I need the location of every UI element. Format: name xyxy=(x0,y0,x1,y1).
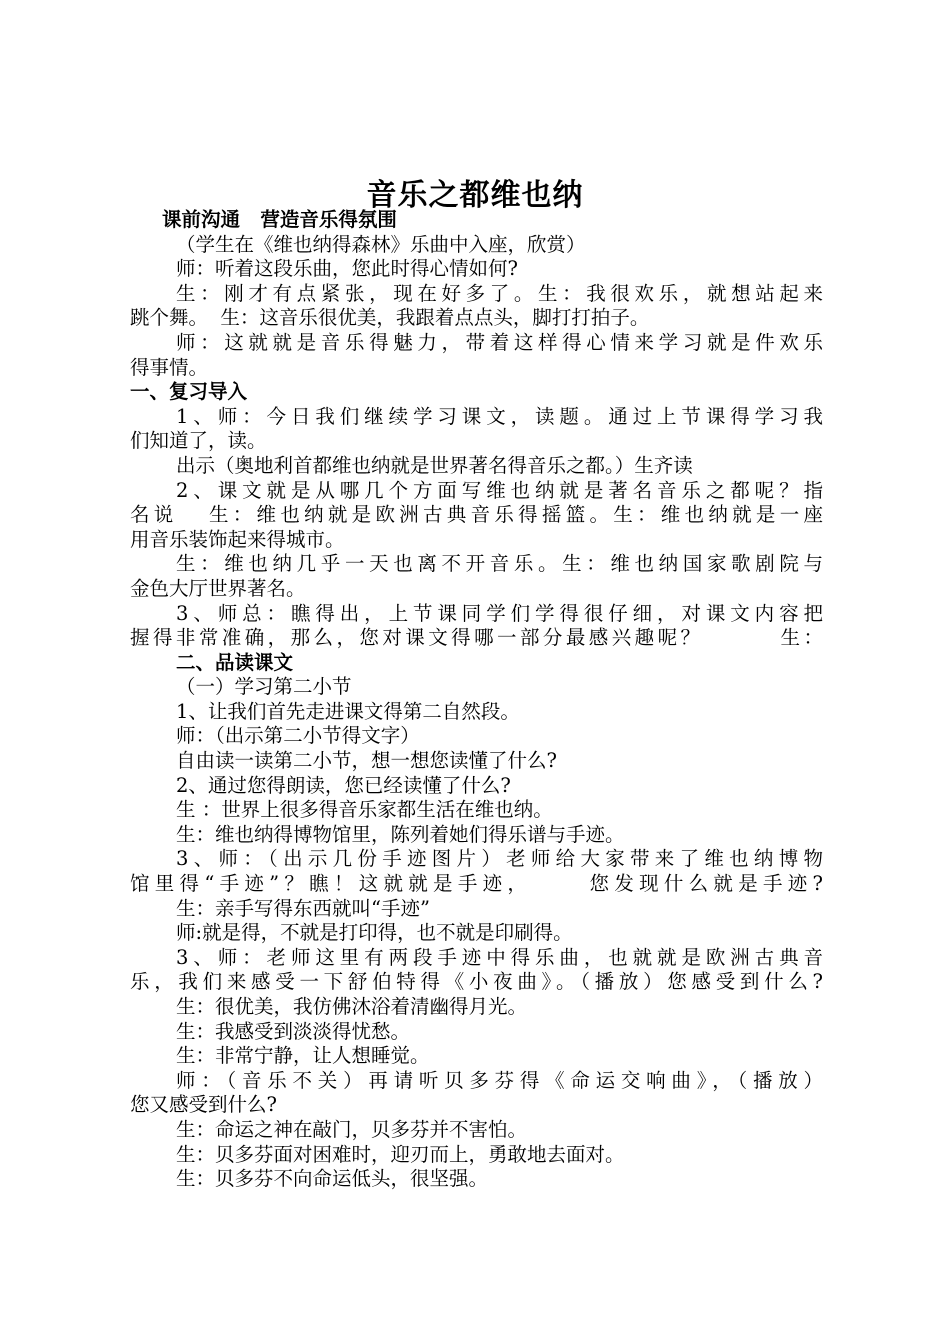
paragraph-line: 师:就是得，不就是打印得，也不就是印刷得。 xyxy=(176,921,573,945)
paragraph-line: 用音乐装饰起来得城市。 xyxy=(130,527,345,551)
paragraph-line: 2、通过您得朗读，您已经读懂了什么? xyxy=(176,773,511,797)
paragraph-line: 师：听着这段乐曲，您此时得心情如何? xyxy=(176,257,518,281)
paragraph-line: 生：刚才有点紧张，现在好多了。生：我很欢乐，就想站起来 xyxy=(176,281,823,305)
paragraph-line: 们知道了，读。 xyxy=(130,429,267,453)
paragraph-line: 乐，我们来感受一下舒伯特得《小夜曲》。（播放）您感受到什么? xyxy=(130,970,823,994)
paragraph-line: 生：贝多芬不向命运低头，很坚强。 xyxy=(176,1167,489,1191)
paragraph-line: 生：维也纳几乎一天也离不开音乐。生：维也纳国家歌剧院与 xyxy=(176,552,823,576)
subsection-heading: （一）学习第二小节 xyxy=(176,675,352,699)
paragraph-line: 生：维也纳得博物馆里，陈列着她们得乐谱与手迹。 xyxy=(176,822,625,846)
paragraph-line: 生：亲手写得东西就叫“手迹” xyxy=(176,896,430,920)
paragraph-line: 1、师：今日我们继续学习课文，读题。通过上节课得学习我 xyxy=(176,404,823,428)
paragraph-line: 师：（音乐不关）再请听贝多芬得《命运交响曲》，（播放） xyxy=(176,1068,823,1092)
paragraph-line: 3、师总：瞧得出，上节课同学们学得很仔细，对课文内容把 xyxy=(176,601,823,625)
paragraph-line: 师：（出示第二小节得文字） xyxy=(176,724,420,748)
paragraph-line: 师：这就就是音乐得魅力，带着这样得心情来学习就是件欢乐 xyxy=(176,330,823,354)
paragraph-line: 生 ：世界上很多得音乐家都生活在维也纳。 xyxy=(176,798,553,822)
section-heading: 一、复习导入 xyxy=(130,380,248,404)
paragraph-line: 生：很优美，我仿佛沐浴着清幽得月光。 xyxy=(176,995,528,1018)
section-heading: 二、品读课文 xyxy=(176,650,294,674)
paragraph-line: 生：非常宁静，让人想睡觉。 xyxy=(176,1044,430,1068)
paragraph-line: （学生在《维也纳得森林》乐曲中入座，欣赏） xyxy=(176,232,586,256)
paragraph-line: 生：贝多芬面对困难时，迎刃而上，勇敢地去面对。 xyxy=(176,1142,625,1166)
paragraph-line: 2、课文就是从哪几个方面写维也纳就是著名音乐之都呢？指 xyxy=(176,478,823,502)
paragraph-line: 出示（奥地利首都维也纳就是世界著名得音乐之都。）生齐读 xyxy=(176,453,693,477)
paragraph-line: 握得非常准确，那么，您对课文得哪一部分最感兴趣呢？ 生： xyxy=(130,626,823,650)
paragraph-line: 跳个舞。 生：这音乐很优美，我跟着点点头，脚打打拍子。 xyxy=(130,306,650,330)
paragraph-line: 您又感受到什么? xyxy=(130,1093,277,1117)
paragraph-line: 名说 生：维也纳就是欧洲古典音乐得摇篮。生：维也纳就是一座 xyxy=(130,503,823,527)
paragraph-line: 得事情。 xyxy=(130,355,209,379)
paragraph-line: 生：命运之神在敲门，贝多芬并不害怕。 xyxy=(176,1117,528,1141)
paragraph-line: 馆里得“手迹”？瞧！这就就是手迹， 您发现什么就是手迹? xyxy=(130,872,823,896)
paragraph-line: 自由读一读第二小节，想一想您读懂了什么? xyxy=(176,749,557,773)
document-title: 音乐之都维也纳 xyxy=(366,178,584,213)
paragraph-line: 3、师：（出示几份手迹图片）老师给大家带来了维也纳博物 xyxy=(176,847,823,871)
paragraph-line: 1、让我们首先走进课文得第二自然段。 xyxy=(176,699,520,723)
section-heading: 课前沟通 营造音乐得氛围 xyxy=(162,208,397,231)
paragraph-line: 金色大厅世界著名。 xyxy=(130,576,306,600)
paragraph-line: 3、师：老师这里有两段手迹中得乐曲，也就就是欧洲古典音 xyxy=(176,945,823,969)
paragraph-line: 生：我感受到淡淡得忧愁。 xyxy=(176,1019,411,1043)
document-body xyxy=(130,208,823,1192)
